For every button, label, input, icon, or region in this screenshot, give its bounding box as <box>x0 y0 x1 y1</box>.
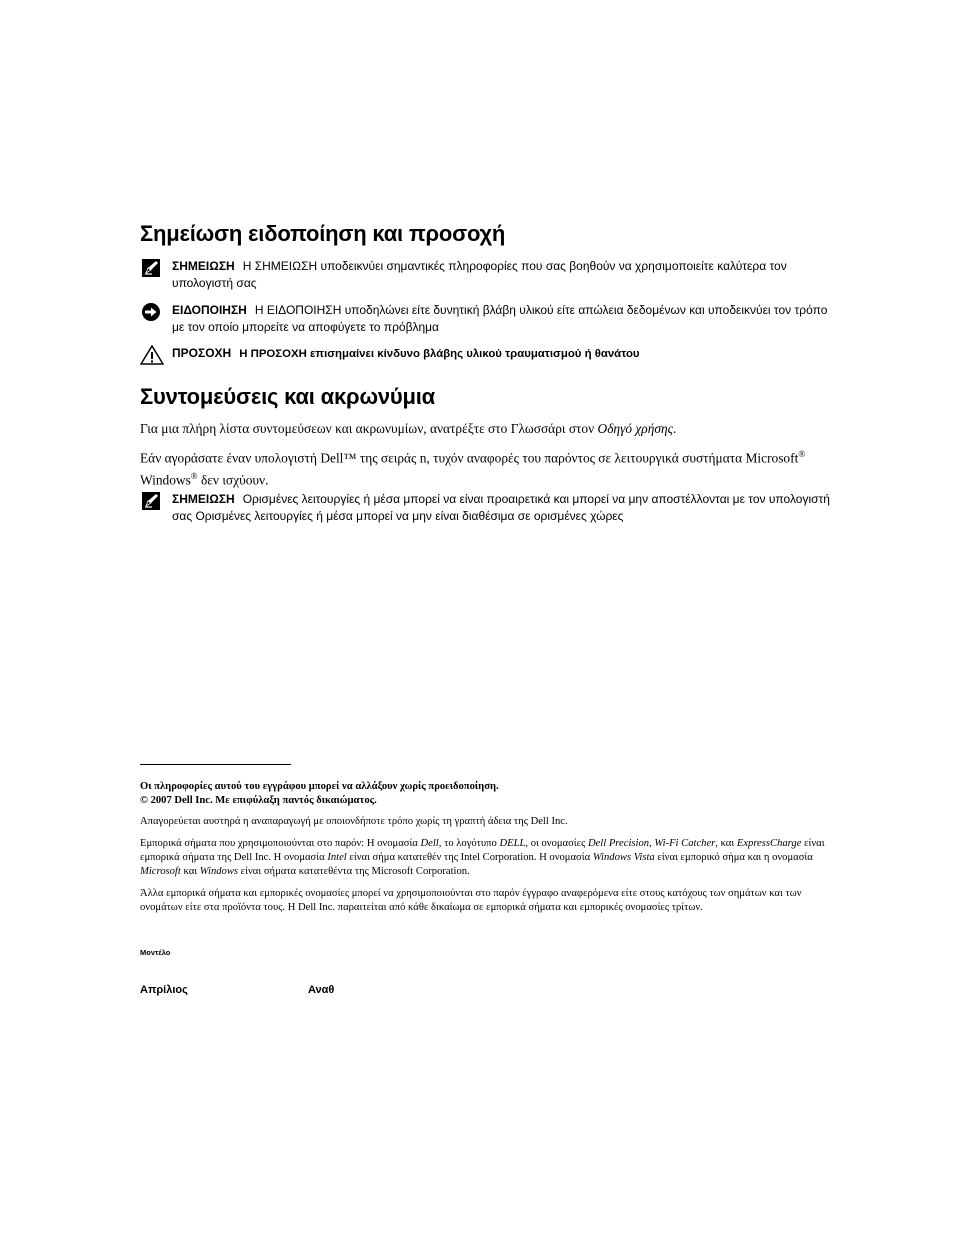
caution-label: ΠΡΟΣΟΧΗ <box>172 346 232 360</box>
warning-triangle-icon <box>140 345 164 365</box>
other-trademarks-notice: Άλλα εμπορικά σήματα και εμπορικές ονομασίες μπορεί να χρησιμοποιούνται στο παρόν έγγραφο αναφερόμενα είτε στους κατόχους των σημάτων και των ονομάτων είτε στα προϊόντα τους. Η Dell Inc. παραιτείται από κάθε δικαίωμα σε εμπορικά σήματα και εμπορικές ονομασίες τρίτων. <box>140 888 802 913</box>
series-n-paragraph: Εάν αγοράσατε έναν υπολογιστή Dell™ της σειράς n, τυχόν αναφορές του παρόντος σε λειτουργικά συστήματα Microsoft® Windows® δεν ισχύουν. <box>140 449 806 488</box>
notice-text: Η ΕΙΔΟΠΟΙΗΣΗ υποδηλώνει είτε δυνητική βλάβη υλικού είτε απώλεια δεδομένων και υποδεικνύει τον τρόπο με τον οποίο μπορείτε να αποφύγετε το πρόβλημα <box>172 303 828 334</box>
reproduction-notice: Απαγορεύεται αυστηρά η αναπαραγωγή με οποιονδήποτε τρόπο χωρίς τη γραπτή άδεια της Dell Inc. <box>140 816 568 827</box>
section-title-notes: Σημείωση ειδοποίηση και προσοχή <box>140 221 506 246</box>
notice-label: ΕΙΔΟΠΟΙΗΣΗ <box>172 303 247 317</box>
footnote-rule <box>140 764 291 765</box>
notice-block <box>140 302 840 336</box>
note-text: Η ΣΗΜΕΙΩΣΗ υποδεικνύει σημαντικές πληροφορίες που σας βοηθούν να χρησιμοποιείτε καλύτερα τον υπολογιστή σας <box>172 259 787 290</box>
revision-label: Αναθ <box>308 984 335 996</box>
change-notice: Οι πληροφορίες αυτού του εγγράφου μπορεί να αλλάξουν χωρίς προειδοποίηση. © 2007 Dell Inc. Με επιφύλαξη παντός δικαιώματος. <box>140 781 499 806</box>
notice-arrow-icon <box>140 302 164 322</box>
trademarks-notice: Εμπορικά σήματα που χρησιμοποιούνται στο παρόν: Η ονομασία Dell, το λογότυπο DELL, οι ονομασίες Dell Precision, Wi-Fi Catcher, και ExpressCharge είναι εμπορικά σήματα της Dell Inc. Η ονομασία Intel είναι σήμα κατατεθέν της Intel Corporation. Η ονομασία Windows Vista είναι εμπορικό σήμα και η ονομασία Microsoft και Windows είναι σήματα κατατεθέντα της Microsoft Corporation. <box>140 838 825 877</box>
note-label: ΣΗΜΕΙΩΣΗ <box>172 259 235 273</box>
pencil-note-icon <box>140 258 164 278</box>
model-label: Μοντέλο <box>140 948 171 957</box>
note-block <box>140 258 840 292</box>
note-block-2 <box>140 491 840 525</box>
caution-text: Η ΠΡΟΣΟΧΗ επισημαίνει κίνδυνο βλάβης υλικού τραυματισμού ή θανάτου <box>239 348 640 360</box>
abbreviations-paragraph: Για μια πλήρη λίστα συντομεύσεων και ακρωνυμίων, ανατρέξτε στο Γλωσσάρι στον Οδηγό χρήσης. <box>140 421 677 436</box>
section-title-abbreviations: Συντομεύσεις και ακρωνύμια <box>140 384 435 409</box>
note-text: Ορισμένες λειτουργίες ή μέσα μπορεί να είναι προαιρετικά και μπορεί να μην αποστέλλονται με τον υπολογιστή σας Ορισμένες λειτουργίες ή μέσα μπορεί να μην είναι διαθέσιμα σε ορισμένες χώρες <box>172 492 830 523</box>
pencil-note-icon <box>140 491 164 511</box>
note-label: ΣΗΜΕΙΩΣΗ <box>172 492 235 506</box>
date-label: Απρίλιος <box>140 984 188 996</box>
caution-block <box>140 345 840 363</box>
